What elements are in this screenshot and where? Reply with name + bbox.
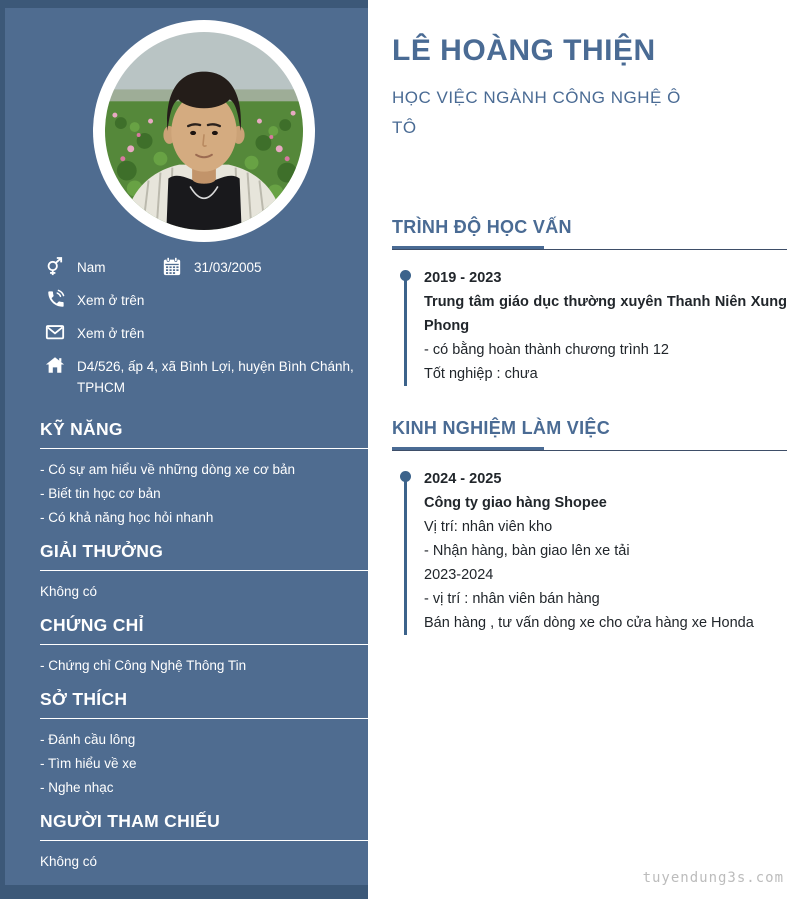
entry-organization: Công ty giao hàng Shopee: [424, 495, 607, 511]
list-item: - Biết tin học cơ bản: [40, 486, 161, 501]
home-icon: [45, 355, 65, 375]
sidebar: [0, 0, 368, 899]
section-title: CHỨNG CHỈ: [40, 615, 144, 635]
experience-section: [392, 416, 787, 635]
phone-icon: [45, 289, 65, 309]
gender-value: Nam: [77, 260, 106, 275]
email-value: Xem ở trên: [77, 326, 145, 341]
sidebar-section-skills: [40, 418, 368, 530]
section-title: SỞ THÍCH: [40, 689, 128, 709]
entry-detail: 2023-2024: [424, 567, 494, 583]
heading-rule: [392, 447, 787, 451]
personal-info: [45, 256, 368, 398]
section-heading: KINH NGHIỆM LÀM VIỆC: [392, 418, 611, 438]
section-title: KỸ NĂNG: [40, 419, 123, 439]
list-item: Không có: [40, 854, 98, 869]
section-divider: [40, 570, 368, 571]
info-row-phone: [45, 289, 368, 311]
address-value: D4/526, ấp 4, xã Bình Lợi, huyện Bình Chánh, TPHCM: [77, 359, 354, 395]
sidebar-section-references: [40, 810, 368, 874]
dob-value: 31/03/2005: [194, 260, 262, 275]
gender-icon: [45, 256, 65, 276]
profile-photo-image: [105, 32, 303, 230]
list-item: Không có: [40, 584, 98, 599]
mail-icon: [45, 322, 65, 342]
entry-period: 2024 - 2025: [424, 471, 502, 487]
list-item: - Nghe nhạc: [40, 780, 114, 795]
section-divider: [40, 644, 368, 645]
timeline-line: [404, 280, 407, 386]
sidebar-section-hobbies: [40, 688, 368, 800]
entry-detail: - có bằng hoàn thành chương trình 12: [424, 342, 669, 358]
experience-entry: [392, 467, 787, 635]
profile-photo: [93, 20, 315, 242]
entry-detail: Vị trí: nhân viên kho: [424, 519, 553, 535]
timeline-line: [404, 481, 407, 635]
section-divider: [40, 840, 368, 841]
entry-organization: Trung tâm giáo dục thường xuyên Thanh Niên Xung Phong: [424, 294, 787, 334]
entry-detail: Tốt nghiệp : chưa: [424, 366, 538, 382]
entry-detail: Bán hàng , tư vấn dòng xe cho cửa hàng xe Honda: [424, 615, 754, 631]
entry-period: 2019 - 2023: [424, 270, 502, 286]
list-item: - Có khả năng học hỏi nhanh: [40, 510, 214, 525]
list-item: - Đánh cầu lông: [40, 732, 136, 747]
entry-detail: - vị trí : nhân viên bán hàng: [424, 591, 600, 607]
sidebar-section-certificates: [40, 614, 368, 678]
section-divider: [40, 448, 368, 449]
list-item: - Chứng chỉ Công Nghệ Thông Tin: [40, 658, 247, 673]
main-content: [380, 0, 787, 899]
section-heading: TRÌNH ĐỘ HỌC VẤN: [392, 217, 572, 237]
section-divider: [40, 718, 368, 719]
dob-field: [162, 256, 262, 278]
sidebar-section-awards: [40, 540, 368, 604]
info-row-email: [45, 322, 368, 344]
section-title: NGƯỜI THAM CHIẾU: [40, 811, 221, 831]
gender-field: [45, 256, 162, 278]
phone-value: Xem ở trên: [77, 293, 145, 308]
education-section: [392, 215, 787, 386]
entry-detail: - Nhận hàng, bàn giao lên xe tải: [424, 543, 630, 559]
heading-rule-line: [392, 450, 787, 451]
heading-rule: [392, 246, 787, 250]
calendar-icon: [162, 256, 182, 276]
education-entry: [392, 266, 787, 386]
list-item: - Tìm hiểu về xe: [40, 756, 137, 771]
info-row-gender-dob: [45, 256, 368, 278]
list-item: - Có sự am hiểu về những dòng xe cơ bản: [40, 462, 296, 477]
candidate-name: LÊ HOÀNG THIỆN: [392, 34, 656, 67]
heading-rule-line: [392, 249, 787, 250]
info-row-address: [45, 355, 368, 398]
watermark: tuyendung3s.com: [642, 870, 784, 886]
candidate-job-title: HỌC VIỆC NGÀNH CÔNG NGHỆ Ô TÔ: [392, 88, 681, 137]
section-title: GIẢI THƯỞNG: [40, 541, 164, 561]
sidebar-panel: [5, 8, 368, 885]
